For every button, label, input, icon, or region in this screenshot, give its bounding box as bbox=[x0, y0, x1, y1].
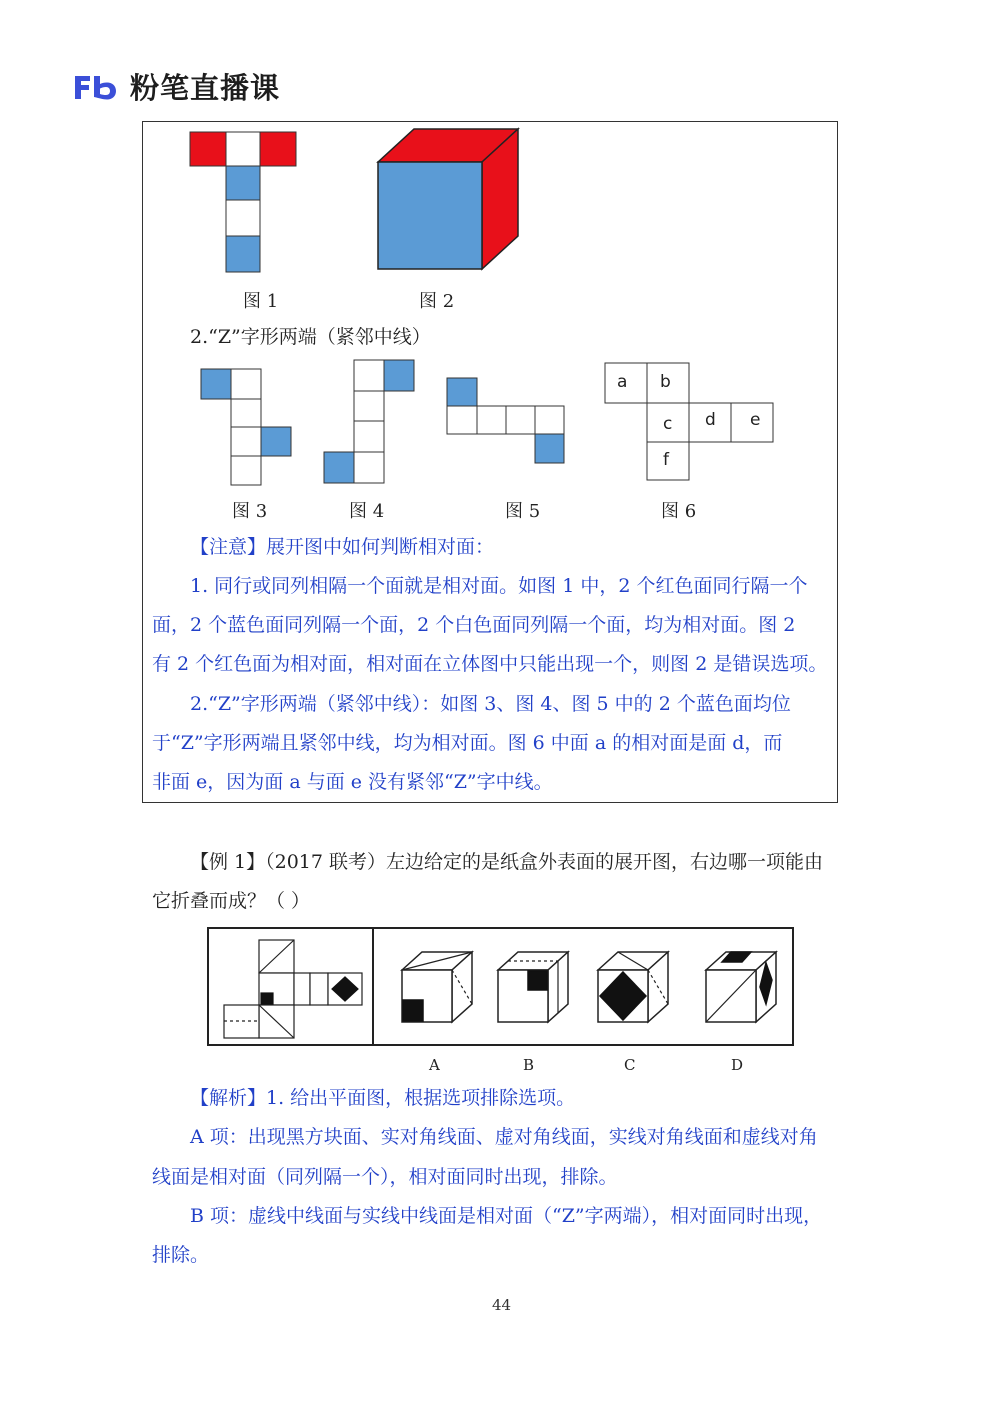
fig6-label-f: f bbox=[663, 450, 669, 470]
example-option-b-cube bbox=[498, 952, 568, 1022]
figure-2-caption: 图 2 bbox=[419, 291, 455, 312]
fb-logo-icon bbox=[72, 73, 118, 101]
option-c-label: C bbox=[624, 1056, 636, 1074]
figure-1-caption: 图 1 bbox=[243, 291, 279, 312]
figure-1-net bbox=[188, 130, 298, 275]
brand-name: 粉笔直播课 bbox=[130, 71, 281, 105]
analysis-line-5: 排除。 bbox=[152, 1244, 210, 1266]
figure-4-net bbox=[321, 357, 417, 487]
figure-5-net bbox=[444, 375, 568, 467]
figure-4-caption: 图 4 bbox=[349, 501, 385, 522]
example-option-a-cube bbox=[402, 952, 472, 1022]
option-b-label: B bbox=[523, 1056, 535, 1074]
option-d-label: D bbox=[731, 1056, 744, 1074]
page-number: 44 bbox=[492, 1296, 512, 1314]
note-line-2: 1. 同行或同列相隔一个面就是相对面。如图 1 中，2 个红色面同行隔一个 bbox=[190, 575, 808, 597]
figure-6-caption: 图 6 bbox=[661, 501, 697, 522]
fig6-label-c: c bbox=[663, 414, 673, 434]
figure-3-caption: 图 3 bbox=[232, 501, 268, 522]
example-option-c-cube bbox=[598, 952, 668, 1022]
example-question-line-1: 【例 1】（2017 联考）左边给定的是纸盒外表面的展开图，右边哪一项能由 bbox=[190, 851, 824, 873]
fig6-label-e: e bbox=[750, 410, 761, 430]
option-a-label: A bbox=[429, 1056, 440, 1074]
fig6-label-a: a bbox=[617, 372, 628, 392]
analysis-line-1: 【解析】1. 给出平面图，根据选项排除选项。 bbox=[190, 1087, 576, 1109]
z-shape-heading: 2.“Z”字形两端（紧邻中线） bbox=[190, 326, 431, 348]
note-line-7: 非面 e，因为面 a 与面 e 没有紧邻“Z”字中线。 bbox=[152, 771, 553, 793]
fig6-label-b: b bbox=[660, 372, 671, 392]
example-question-line-2: 它折叠而成？（ ） bbox=[152, 890, 311, 912]
analysis-line-3: 线面是相对面（同列隔一个），相对面同时出现，排除。 bbox=[152, 1166, 618, 1188]
figure-3-net bbox=[198, 366, 294, 488]
fig6-label-d: d bbox=[705, 410, 716, 430]
note-line-6: 于“Z”字形两端且紧邻中线，均为相对面。图 6 中面 a 的相对面是面 d，而 bbox=[152, 732, 783, 754]
figure-5-caption: 图 5 bbox=[505, 501, 541, 522]
note-line-3: 面，2 个蓝色面同列隔一个面，2 个白色面同列隔一个面，均为相对面。图 2 bbox=[152, 614, 796, 636]
note-line-5: 2.“Z”字形两端（紧邻中线）：如图 3、图 4、图 5 中的 2 个蓝色面均位 bbox=[190, 693, 791, 715]
example-figure bbox=[206, 926, 796, 1048]
brand-logo bbox=[72, 66, 280, 107]
example-option-d-cube bbox=[706, 952, 776, 1022]
figure-2-cube bbox=[372, 126, 524, 274]
analysis-line-4: B 项：虚线中线面与实线中线面是相对面（“Z”字两端），相对面同时出现， bbox=[190, 1205, 823, 1227]
analysis-line-2: A 项：出现黑方块面、实对角线面、虚对角线面，实线对角线面和虚线对角 bbox=[190, 1126, 818, 1148]
note-line-4: 有 2 个红色面为相对面，相对面在立体图中只能出现一个，则图 2 是错误选项。 bbox=[152, 653, 828, 675]
note-line-1: 【注意】展开图中如何判断相对面： bbox=[190, 536, 495, 558]
